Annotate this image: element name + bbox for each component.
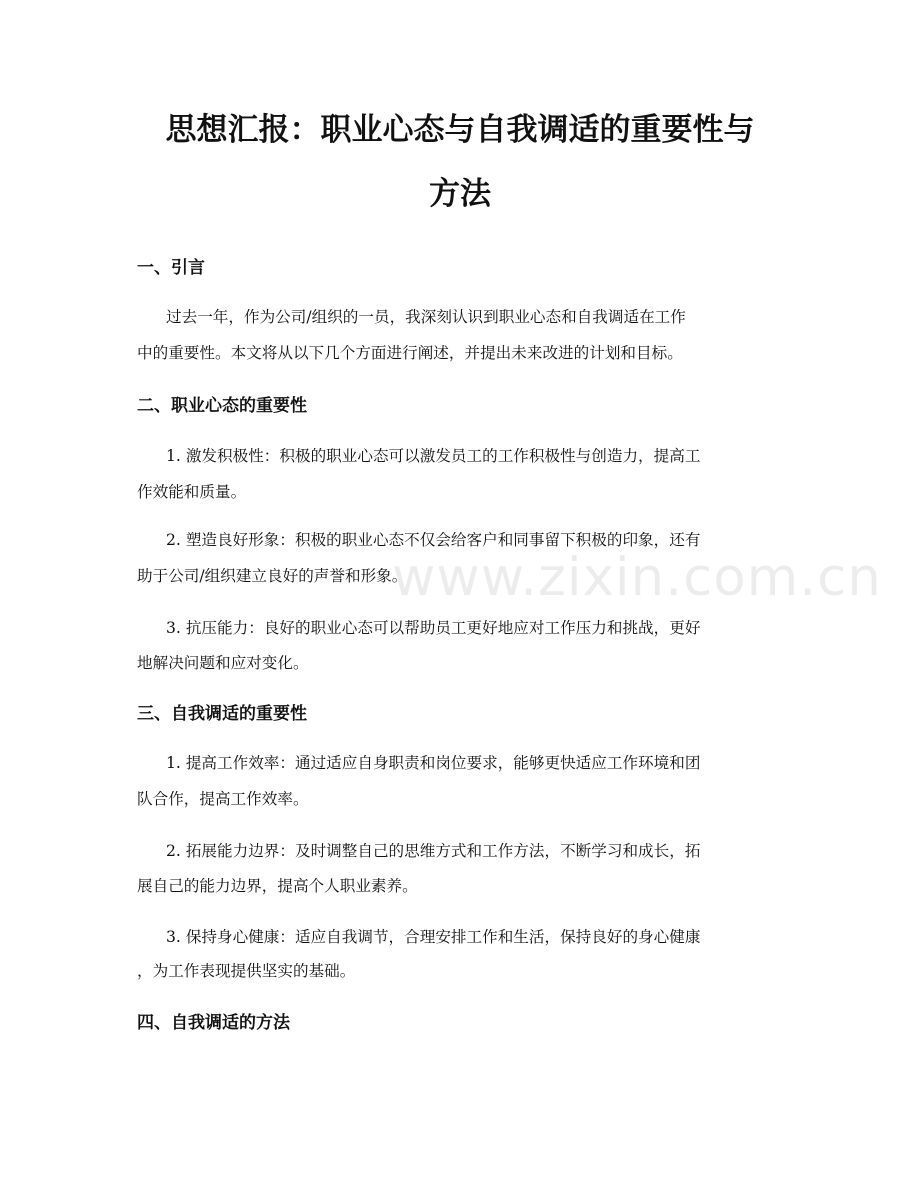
section-heading-adjustment-methods: 四、自我调适的方法 <box>137 1013 290 1033</box>
section-heading-self-adjustment: 三、自我调适的重要性 <box>137 704 307 724</box>
paragraph-line: 3. 抗压能力：良好的职业心态可以帮助员工更好地应对工作压力和挑战，更好 <box>166 619 701 637</box>
paragraph-line: 1. 提高工作效率：通过适应自身职责和岗位要求，能够更快适应工作环境和团 <box>166 754 701 772</box>
page-title-line-2: 方法 <box>429 176 491 212</box>
paragraph-line: 中的重要性。本文将从以下几个方面进行阐述，并提出未来改进的计划和目标。 <box>137 344 683 362</box>
paragraph-line: 展自己的能力边界，提高个人职业素养。 <box>137 877 418 895</box>
paragraph-line: 作效能和质量。 <box>137 483 247 501</box>
page-title-line-1: 思想汇报：职业心态与自我调适的重要性与 <box>165 112 755 148</box>
paragraph-line: 过去一年，作为公司/组织的一员，我深刻认识到职业心态和自我调适在工作 <box>166 308 686 326</box>
paragraph-line: 地解决问题和应对变化。 <box>137 654 309 672</box>
paragraph-line: 3. 保持身心健康：适应自我调节，合理安排工作和生活，保持良好的身心健康 <box>166 928 701 946</box>
paragraph-line: 助于公司/组织建立良好的声誉和形象。 <box>137 567 408 585</box>
paragraph-line: 2. 塑造良好形象：积极的职业心态不仅会给客户和同事留下积极的印象，还有 <box>166 531 701 549</box>
paragraph-line: ，为工作表现提供坚实的基础。 <box>137 962 356 980</box>
paragraph-line: 2. 拓展能力边界：及时调整自己的思维方式和工作方法，不断学习和成长，拓 <box>166 842 701 860</box>
paragraph-line: 队合作，提高工作效率。 <box>137 790 309 808</box>
paragraph-line: 1. 激发积极性：积极的职业心态可以激发员工的工作积极性与创造力，提高工 <box>166 447 701 465</box>
section-heading-career-mindset: 二、职业心态的重要性 <box>137 396 307 416</box>
watermark: www.zixin.com.cn <box>392 547 882 608</box>
section-heading-introduction: 一、引言 <box>137 258 205 278</box>
